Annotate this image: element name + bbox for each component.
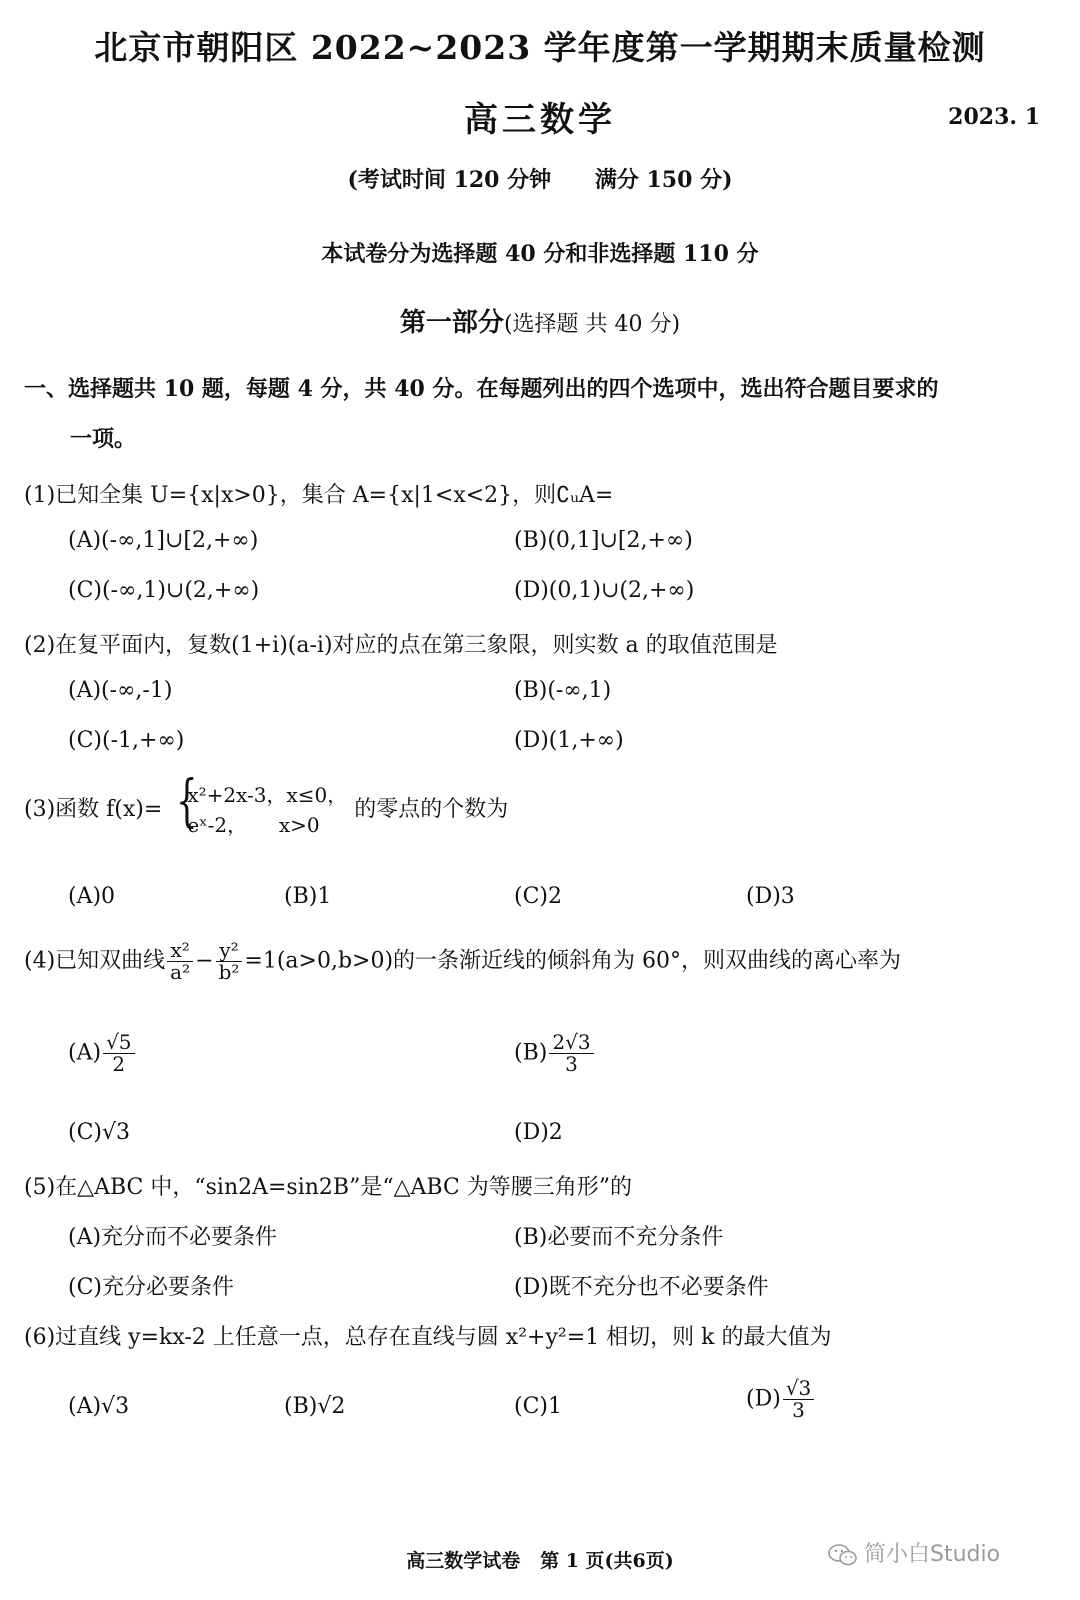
exam-info [0,163,1080,194]
question-5-option-b: (B)必要而不充分条件 [514,1225,724,1250]
frac-numerator: y² [216,940,243,962]
question-2-option-a: (A)(-∞,-1) [68,678,173,703]
watermark [828,1537,1000,1568]
question-3-option-a: (A)0 [68,884,116,909]
question-1-stem: (1)已知全集 U={x|x>0}，集合 A={x|1<x<2}，则∁ᵤA= [24,483,614,508]
part-title [0,302,1080,339]
question-3-prefix: (3)函数 f(x)= [24,797,163,822]
question-3-option-d: (D)3 [746,884,795,909]
frac-denominator: b² [218,960,240,984]
page-footer: 高三数学试卷 第 1 页(共6页) [406,1550,674,1572]
question-2-stem: (2)在复平面内，复数(1+i)(a-i)对应的点在第三象限，则实数 a 的取值范围是 [24,633,778,658]
question-5-option-a: (A)充分而不必要条件 [68,1225,278,1250]
question-3-option-b: (B)1 [284,884,332,909]
section-instruction-cont: 一项。 [70,426,137,452]
question-2-option-b: (B)(-∞,1) [514,678,612,703]
fraction-sqrt3-3 [783,1378,814,1421]
piece-1: x²+2x-3，x≤0， [187,783,348,807]
frac-numerator: √5 [103,1032,134,1054]
fraction-sqrt5-2 [103,1032,134,1075]
piece-2: eˣ-2， x>0 [187,813,320,837]
question-1-option-b: (B)(0,1]∪[2,+∞) [514,528,693,553]
question-6-stem: (6)过直线 y=kx-2 上任意一点，总存在直线与圆 x²+y²=1 相切，则 k 的最大值为 [24,1325,832,1350]
exam-title: 北京市朝阳区 2022~2023 学年度第一学期期末质量检测 [94,28,986,67]
option-label: (A) [68,1040,102,1066]
question-1-option-d: (D)(0,1)∪(2,+∞) [514,578,695,603]
question-4-suffix: =1(a>0,b>0)的一条渐近线的倾斜角为 60°，则双曲线的离心率为 [244,948,902,974]
question-4-prefix: (4)已知双曲线 [24,948,166,974]
question-4-stem [24,940,901,983]
frac-numerator: x² [167,940,193,962]
part-title-note: (选择题 共 40 分) [503,312,681,337]
watermark-text: 简小白Studio [864,1542,1001,1567]
score-split: 本试卷分为选择题 40 分和非选择题 110 分 [321,241,759,267]
question-6-option-b: (B)√2 [284,1394,346,1419]
frac-denominator: a² [170,960,191,984]
question-4-option-c: (C)√3 [68,1120,131,1145]
subject-title: 高三数学 [464,100,616,140]
exam-time: (考试时间 120 分钟 [347,167,552,193]
fraction-x2-a2 [167,940,193,983]
question-3-option-c: (C)2 [514,884,562,909]
question-2-option-d: (D)(1,+∞) [514,728,624,753]
question-6-option-c: (C)1 [514,1394,562,1419]
question-1-option-c: (C)(-∞,1)∪(2,+∞) [68,578,260,603]
frac-numerator: 2√3 [549,1032,593,1054]
option-label: (B) [514,1040,548,1066]
full-score: 满分 150 分) [594,167,733,193]
left-brace: { [176,769,198,834]
frac-numerator: √3 [783,1378,814,1400]
question-6-option-d [746,1378,816,1421]
question-6-option-a: (A)√3 [68,1394,130,1419]
frac-denominator: 3 [565,1052,578,1076]
piecewise-function [169,769,348,840]
option-label: (D) [746,1386,781,1412]
minus-sign: − [195,948,214,974]
exam-date: 2023. 1 [948,104,1040,130]
fraction-2sqrt3-3 [549,1032,593,1075]
question-5-stem: (5)在△ABC 中，“sin2A=sin2B”是“△ABC 为等腰三角形”的 [24,1175,633,1200]
part-title-main: 第一部分 [399,308,504,338]
question-5-option-c: (C)充分必要条件 [68,1275,234,1300]
question-1-option-a: (A)(-∞,1]∪[2,+∞) [68,528,259,553]
wechat-icon [828,1543,858,1567]
question-4-option-a [68,1032,137,1075]
question-3-stem [24,769,509,840]
frac-denominator: 2 [112,1052,126,1076]
frac-denominator: 3 [792,1398,805,1422]
question-3-suffix: 的零点的个数为 [354,797,509,822]
fraction-y2-b2 [216,940,243,983]
question-4-option-b [514,1032,596,1075]
question-4-option-d: (D)2 [514,1120,563,1145]
question-2-option-c: (C)(-1,+∞) [68,728,185,753]
question-5-option-d: (D)既不充分也不必要条件 [514,1275,769,1300]
section-instruction: 一、选择题共 10 题，每题 4 分，共 40 分。在每题列出的四个选项中，选出符合题目要求的 [24,376,939,402]
